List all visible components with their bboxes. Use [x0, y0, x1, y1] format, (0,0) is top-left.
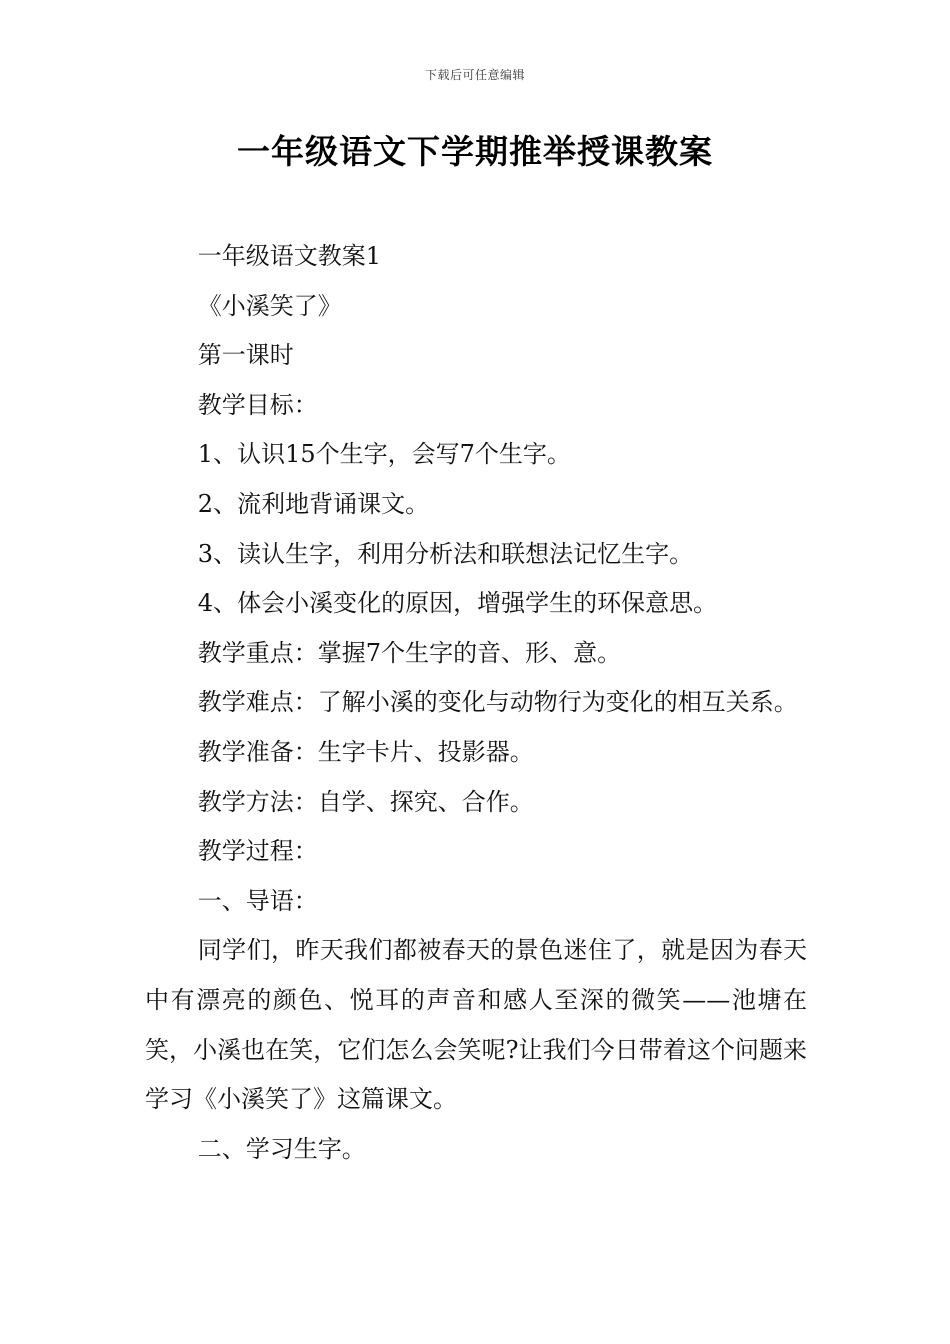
paragraph-preparation: 教学准备：生字卡片、投影器。 — [197, 737, 534, 766]
document-body — [145, 232, 807, 1174]
paragraph-section-two: 二、学习生字。 — [197, 1134, 366, 1163]
paragraph-objective-3: 3、读认生字，利用分析法和联想法记忆生字。 — [197, 539, 694, 568]
document-title: 一年级语文下学期推举授课教案 — [237, 132, 713, 171]
paragraph-process-heading: 教学过程： — [197, 837, 318, 866]
paragraph-intro-text: 同学们，昨天我们都被春天的景色迷住了，就是因为春天中有漂亮的颜色、悦耳的声音和感人至深的微笑——池塘在笑，小溪也在笑，它们怎么会笑呢?让我们今日带着这个问题来学习《小溪笑了》这篇课文。 — [145, 936, 807, 1114]
paragraph-methods: 教学方法：自学、探究、合作。 — [197, 787, 534, 816]
paragraph-objective-2: 2、流利地背诵课文。 — [197, 489, 430, 518]
paragraph-key-points: 教学重点：掌握7个生字的音、形、意。 — [197, 638, 622, 667]
paragraph-objective-1: 1、认识15个生字，会写7个生字。 — [197, 440, 571, 469]
paragraph-period: 第一课时 — [197, 341, 294, 370]
paragraph-objectives-heading: 教学目标： — [197, 390, 318, 419]
paragraph-objective-4: 4、体会小溪变化的原因，增强学生的环保意思。 — [197, 589, 718, 618]
header-note: 下载后可任意编辑 — [424, 68, 525, 82]
paragraph-lesson-title: 《小溪笑了》 — [197, 291, 342, 320]
paragraph-difficulties: 教学难点：了解小溪的变化与动物行为变化的相互关系。 — [197, 688, 798, 717]
paragraph-lesson-heading: 一年级语文教案1 — [197, 242, 382, 270]
paragraph-intro-heading: 一、导语： — [197, 886, 318, 915]
